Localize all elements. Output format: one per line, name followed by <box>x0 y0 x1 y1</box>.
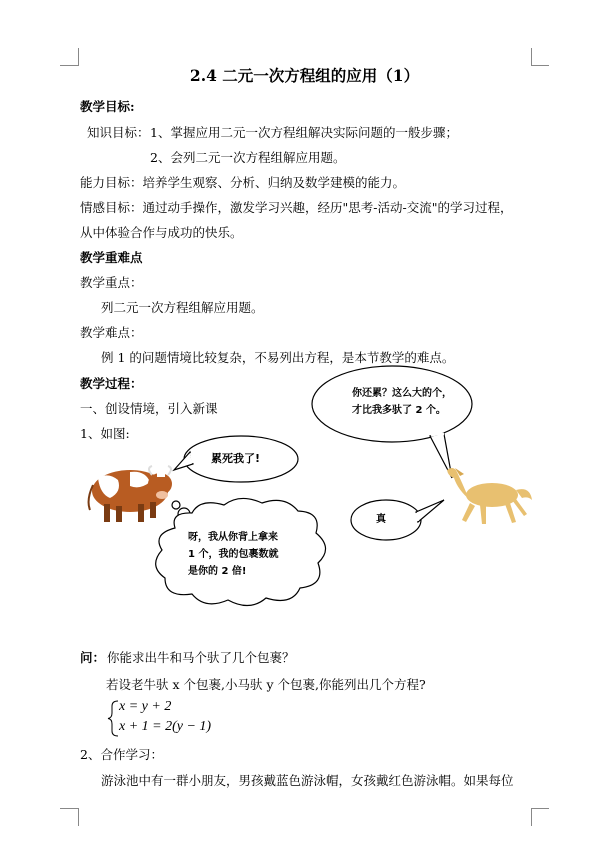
horse-small-bubble-text: 真 <box>376 514 386 525</box>
focus-text: 列二元一次方程组解应用题。 <box>101 300 264 315</box>
difficulty-text: 例 1 的问题情境比较复杂，不易列出方程，是本节教学的难点。 <box>101 350 455 365</box>
question-label: 问： <box>80 650 106 665</box>
question-hint: 若设老牛驮 x 个包裹,小马驮 y 个包裹,你能列出几个方程? <box>106 677 426 692</box>
cloud-text-line-1: 呀，我从你背上拿来 <box>188 532 278 543</box>
cloud-text-line-2: 1 个，我的包裹数就 <box>188 549 279 560</box>
cloud-text-line-3: 是你的 2 倍! <box>188 566 247 577</box>
question-text: 你能求出牛和马个驮了几个包裹？ <box>107 650 295 665</box>
process-heading: 教学过程： <box>80 376 143 391</box>
knowledge-item-1: 1、掌握应用二元一次方程组解决实际问题的一般步骤； <box>150 125 458 140</box>
section-1-heading: 一、创设情境，引入新课 <box>80 401 218 416</box>
knowledge-label: 知识目标： <box>87 125 150 140</box>
ability-objective: 能力目标：培养学生观察、分析、归纳及数学建模的能力。 <box>80 175 406 190</box>
equation-2: x + 1 = 2(y − 1) <box>119 719 212 734</box>
keypoints-heading: 教学重难点 <box>80 250 143 265</box>
equation-1: x = y + 2 <box>119 699 172 714</box>
knowledge-item-2: 2、会列二元一次方程组解应用题。 <box>150 150 346 165</box>
item-1-label: 1、如图: <box>80 426 130 441</box>
page-title: 2.4 二元一次方程组的应用（1） <box>189 66 420 85</box>
ox-bubble-text: 累死我了! <box>211 452 261 465</box>
focus-label: 教学重点： <box>80 275 143 290</box>
cooperation-text: 游泳池中有一群小朋友，男孩戴蓝色游泳帽，女孩戴红色游泳帽。如果每位 <box>101 773 514 788</box>
emotion-objective-line-2: 从中体验合作与成功的快乐。 <box>80 225 243 240</box>
difficulty-label: 教学难点： <box>80 325 143 340</box>
emotion-objective-line-1: 情感目标：通过动手操作，激发学习兴趣，经历"思考-活动-交流"的学习过程， <box>80 200 513 215</box>
horse-bubble-line-1: 你还累？这么大的个， <box>352 388 452 399</box>
objectives-heading: 教学目标: <box>80 99 135 114</box>
horse-bubble-line-2: 才比我多驮了 2 个。 <box>352 405 446 416</box>
cooperation-heading: 2、合作学习： <box>80 747 163 762</box>
